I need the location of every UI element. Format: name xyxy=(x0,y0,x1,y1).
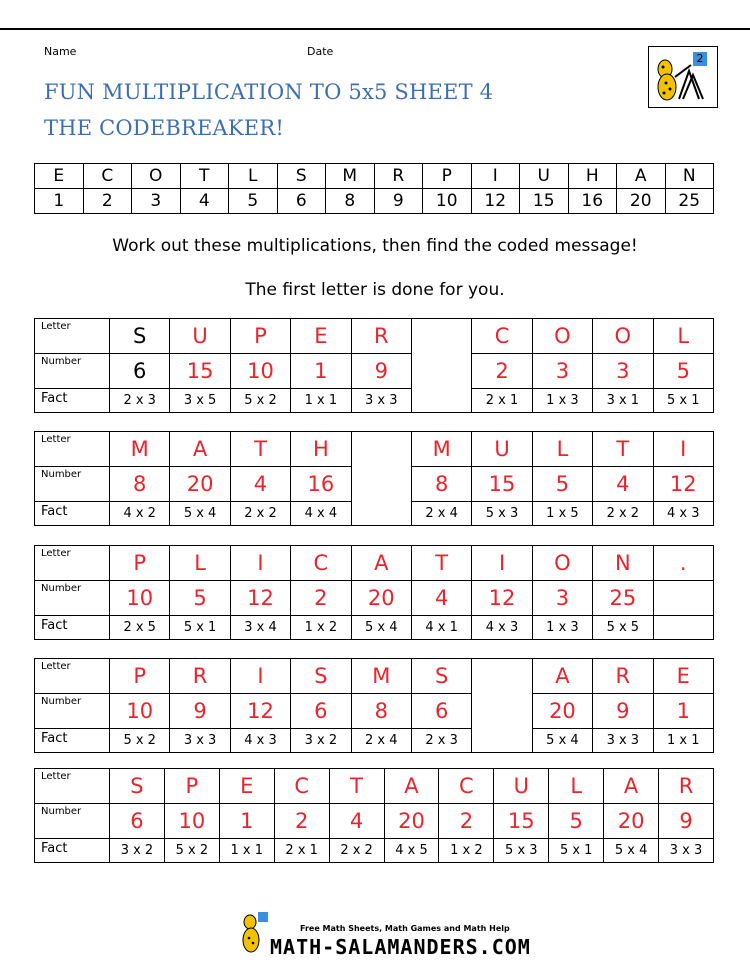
code-number-cell: 2 xyxy=(83,189,132,214)
puzzle-fact-cell: 2 x 4 xyxy=(351,729,411,753)
puzzle-fact-cell: 1 x 5 xyxy=(532,502,592,526)
puzzle-letter-cell: E xyxy=(219,769,274,804)
puzzle-number-cell: 16 xyxy=(291,467,351,502)
puzzle-fact-cell: 2 x 1 xyxy=(274,839,329,863)
row-label: Number xyxy=(35,804,110,839)
puzzle-letter-cell: M xyxy=(411,432,471,467)
code-letter-row xyxy=(35,164,714,189)
code-number-cell: 1 xyxy=(35,189,84,214)
code-letter-cell: M xyxy=(326,164,375,189)
puzzle-fact-cell: 4 x 3 xyxy=(653,502,713,526)
puzzle-letter-row xyxy=(35,546,714,581)
puzzle-fact-cell: 4 x 3 xyxy=(472,616,532,640)
puzzle-number-cell: 20 xyxy=(384,804,439,839)
date-label: Date xyxy=(307,45,334,58)
puzzle-fact-cell: 3 x 5 xyxy=(170,389,230,413)
puzzle-letter-cell: P xyxy=(164,769,219,804)
puzzle-table xyxy=(34,431,714,526)
puzzle-fact-cell: 1 x 3 xyxy=(532,389,592,413)
puzzle-letter-cell: T xyxy=(230,432,290,467)
code-letter-cell: P xyxy=(423,164,472,189)
puzzle-letter-cell: . xyxy=(653,546,713,581)
sheet-subtitle: THE CODEBREAKER! xyxy=(44,116,284,140)
puzzle-letter-cell: A xyxy=(170,432,230,467)
footer-tagline: Free Math Sheets, Math Games and Math Help xyxy=(300,924,510,933)
code-letter-cell: S xyxy=(277,164,326,189)
code-letter-cell: I xyxy=(471,164,520,189)
puzzle-letter-cell: U xyxy=(472,432,532,467)
puzzle-letter-cell: I xyxy=(230,546,290,581)
puzzle-letter-cell: C xyxy=(291,546,351,581)
puzzle-fact-cell: 2 x 1 xyxy=(472,389,532,413)
puzzle-letter-cell: I xyxy=(472,546,532,581)
puzzle-number-cell: 6 xyxy=(110,804,165,839)
puzzle-letter-cell: H xyxy=(291,432,351,467)
row-label: Letter xyxy=(35,546,110,581)
puzzle-number-cell: 9 xyxy=(593,694,653,729)
row-label: Number xyxy=(35,354,110,389)
row-label: Fact xyxy=(35,502,110,526)
puzzle-fact-cell: 1 x 1 xyxy=(653,729,713,753)
puzzle-letter-cell: O xyxy=(532,546,592,581)
puzzle-number-cell: 15 xyxy=(472,467,532,502)
puzzle-fact-cell: 5 x 2 xyxy=(110,729,170,753)
puzzle-number-cell: 20 xyxy=(351,581,411,616)
code-letter-cell: N xyxy=(665,164,714,189)
code-letter-cell: R xyxy=(374,164,423,189)
code-number-cell: 4 xyxy=(180,189,229,214)
puzzle-number-cell: 3 xyxy=(593,354,653,389)
row-label: Fact xyxy=(35,389,110,413)
code-letter-cell: L xyxy=(229,164,278,189)
puzzle-letter-row xyxy=(35,432,714,467)
puzzle-letter-cell: R xyxy=(659,769,714,804)
puzzle-letter-row xyxy=(35,769,714,804)
puzzle-letter-cell: C xyxy=(439,769,494,804)
puzzle-fact-cell: 5 x 3 xyxy=(472,502,532,526)
top-rule xyxy=(0,28,750,30)
puzzle-letter-cell: N xyxy=(593,546,653,581)
puzzle-number-cell: 10 xyxy=(110,694,170,729)
puzzle-table xyxy=(34,768,714,863)
puzzle-fact-cell: 4 x 5 xyxy=(384,839,439,863)
puzzle-fact-cell: 3 x 3 xyxy=(593,729,653,753)
puzzle-letter-cell: T xyxy=(329,769,384,804)
puzzle-number-row xyxy=(35,694,714,729)
puzzle-number-cell: 20 xyxy=(532,694,592,729)
puzzle-letter-cell: C xyxy=(274,769,329,804)
row-label: Letter xyxy=(35,432,110,467)
puzzle-number-cell: 20 xyxy=(604,804,659,839)
code-number-cell: 9 xyxy=(374,189,423,214)
code-letter-cell: T xyxy=(180,164,229,189)
puzzle-fact-cell: 5 x 4 xyxy=(604,839,659,863)
puzzle-letter-cell: M xyxy=(351,659,411,694)
puzzle-letter-cell: L xyxy=(653,319,713,354)
puzzle-fact-cell: 5 x 5 xyxy=(593,616,653,640)
puzzle-number-cell: 4 xyxy=(230,467,290,502)
puzzle-number-cell: 2 xyxy=(439,804,494,839)
puzzle-letter-cell: S xyxy=(291,659,351,694)
puzzle-fact-cell: 3 x 3 xyxy=(170,729,230,753)
puzzle-number-cell: 3 xyxy=(532,354,592,389)
code-number-row xyxy=(35,189,714,214)
puzzle-number-cell: 3 xyxy=(532,581,592,616)
row-label: Fact xyxy=(35,616,110,640)
puzzle-number-row xyxy=(35,581,714,616)
puzzle-letter-cell: L xyxy=(170,546,230,581)
row-label: Number xyxy=(35,467,110,502)
puzzle-fact-row xyxy=(35,502,714,526)
puzzle-letter-cell: L xyxy=(549,769,604,804)
puzzle-fact-cell: 1 x 1 xyxy=(219,839,274,863)
puzzle-number-cell: 1 xyxy=(291,354,351,389)
puzzle-letter-cell: I xyxy=(230,659,290,694)
puzzle-number-cell: 5 xyxy=(653,354,713,389)
logo-number: 2 xyxy=(693,52,707,66)
puzzle-letter-cell xyxy=(472,659,532,694)
puzzle-letter-cell: M xyxy=(110,432,170,467)
puzzle-fact-cell: 3 x 3 xyxy=(659,839,714,863)
puzzle-fact-row xyxy=(35,616,714,640)
puzzle-letter-cell: E xyxy=(653,659,713,694)
puzzle-letter-cell: O xyxy=(593,319,653,354)
puzzle-fact-cell: 4 x 4 xyxy=(291,502,351,526)
puzzle-letter-cell: R xyxy=(351,319,411,354)
puzzle-number-cell: 4 xyxy=(329,804,384,839)
code-letter-cell: E xyxy=(35,164,84,189)
puzzle-number-cell: 2 xyxy=(472,354,532,389)
puzzle-fact-cell: 1 x 2 xyxy=(439,839,494,863)
code-number-cell: 20 xyxy=(617,189,666,214)
footer-brand: MATH-SALAMANDERS.COM xyxy=(270,935,531,959)
puzzle-fact-cell: 4 x 3 xyxy=(230,729,290,753)
puzzle-number-cell: 8 xyxy=(411,467,471,502)
puzzle-number-cell: 1 xyxy=(219,804,274,839)
puzzle-fact-cell xyxy=(411,389,471,413)
puzzle-letter-cell: S xyxy=(411,659,471,694)
puzzle-number-cell: 15 xyxy=(170,354,230,389)
puzzle-number-cell xyxy=(472,694,532,729)
puzzle-number-cell: 6 xyxy=(411,694,471,729)
puzzle-fact-cell: 3 x 3 xyxy=(351,389,411,413)
puzzle-number-cell: 10 xyxy=(110,581,170,616)
puzzle-fact-cell: 1 x 3 xyxy=(532,616,592,640)
puzzle-fact-cell: 3 x 1 xyxy=(593,389,653,413)
puzzle-fact-cell: 2 x 3 xyxy=(110,389,170,413)
puzzle-letter-cell: P xyxy=(230,319,290,354)
puzzle-fact-cell: 5 x 4 xyxy=(351,616,411,640)
puzzle-number-cell: 12 xyxy=(230,581,290,616)
puzzle-letter-row xyxy=(35,319,714,354)
puzzle-number-cell: 5 xyxy=(549,804,604,839)
code-letter-cell: O xyxy=(132,164,181,189)
puzzle-letter-cell: U xyxy=(494,769,549,804)
code-number-cell: 8 xyxy=(326,189,375,214)
puzzle-number-cell: 9 xyxy=(659,804,714,839)
code-letter-cell: A xyxy=(617,164,666,189)
row-label: Fact xyxy=(35,839,110,863)
sheet-title: FUN MULTIPLICATION TO 5x5 SHEET 4 xyxy=(44,80,494,104)
puzzle-number-cell: 1 xyxy=(653,694,713,729)
code-number-cell: 10 xyxy=(423,189,472,214)
puzzle-letter-cell: O xyxy=(532,319,592,354)
instruction-line: Work out these multiplications, then find the coded message! xyxy=(112,236,638,256)
puzzle-number-cell: 4 xyxy=(411,581,471,616)
puzzle-fact-cell: 5 x 1 xyxy=(170,616,230,640)
code-letter-cell: U xyxy=(520,164,569,189)
puzzle-fact-cell xyxy=(351,502,411,526)
puzzle-number-cell: 10 xyxy=(230,354,290,389)
code-number-cell: 15 xyxy=(520,189,569,214)
code-number-cell: 6 xyxy=(277,189,326,214)
puzzle-number-cell: 9 xyxy=(351,354,411,389)
puzzle-letter-cell: R xyxy=(593,659,653,694)
puzzle-fact-cell: 5 x 2 xyxy=(230,389,290,413)
puzzle-number-cell: 9 xyxy=(170,694,230,729)
puzzle-number-cell: 6 xyxy=(291,694,351,729)
puzzle-number-cell: 2 xyxy=(274,804,329,839)
puzzle-letter-cell: A xyxy=(351,546,411,581)
code-letter-cell: C xyxy=(83,164,132,189)
instruction-line: The first letter is done for you. xyxy=(245,280,505,300)
puzzle-number-cell: 8 xyxy=(110,467,170,502)
puzzle-number-cell: 2 xyxy=(291,581,351,616)
puzzle-number-cell xyxy=(351,467,411,502)
puzzle-letter-cell: S xyxy=(110,769,165,804)
puzzle-letter-cell: E xyxy=(291,319,351,354)
puzzle-fact-cell: 2 x 4 xyxy=(411,502,471,526)
puzzle-letter-cell xyxy=(411,319,471,354)
puzzle-letter-cell: P xyxy=(110,546,170,581)
puzzle-number-cell: 5 xyxy=(532,467,592,502)
row-label: Number xyxy=(35,581,110,616)
puzzle-number-cell: 25 xyxy=(593,581,653,616)
puzzle-fact-row xyxy=(35,839,714,863)
puzzle-letter-cell: R xyxy=(170,659,230,694)
puzzle-letter-cell: P xyxy=(110,659,170,694)
puzzle-letter-cell xyxy=(351,432,411,467)
row-label: Letter xyxy=(35,659,110,694)
puzzle-table xyxy=(34,318,714,413)
puzzle-fact-cell: 5 x 4 xyxy=(170,502,230,526)
puzzle-letter-cell: C xyxy=(472,319,532,354)
puzzle-number-row xyxy=(35,467,714,502)
puzzle-fact-cell: 4 x 2 xyxy=(110,502,170,526)
puzzle-fact-cell: 2 x 3 xyxy=(411,729,471,753)
puzzle-letter-cell: I xyxy=(653,432,713,467)
row-label: Letter xyxy=(35,769,110,804)
salamander-logo xyxy=(648,46,718,108)
puzzle-fact-row xyxy=(35,389,714,413)
puzzle-letter-cell: T xyxy=(411,546,471,581)
puzzle-letter-row xyxy=(35,659,714,694)
puzzle-fact-row xyxy=(35,729,714,753)
puzzle-number-cell: 6 xyxy=(110,354,170,389)
puzzle-number-cell: 15 xyxy=(494,804,549,839)
puzzle-fact-cell: 5 x 2 xyxy=(164,839,219,863)
footer-logo xyxy=(238,910,270,958)
name-label: Name xyxy=(44,45,77,58)
puzzle-fact-cell: 2 x 2 xyxy=(230,502,290,526)
puzzle-number-cell xyxy=(653,581,713,616)
puzzle-fact-cell: 3 x 2 xyxy=(291,729,351,753)
puzzle-number-row xyxy=(35,804,714,839)
puzzle-fact-cell: 4 x 1 xyxy=(411,616,471,640)
row-label: Number xyxy=(35,694,110,729)
puzzle-letter-cell: A xyxy=(604,769,659,804)
puzzle-fact-cell: 3 x 4 xyxy=(230,616,290,640)
puzzle-number-cell: 12 xyxy=(472,581,532,616)
puzzle-fact-cell: 2 x 2 xyxy=(329,839,384,863)
code-number-cell: 16 xyxy=(568,189,617,214)
puzzle-letter-cell: A xyxy=(532,659,592,694)
puzzle-fact-cell: 2 x 5 xyxy=(110,616,170,640)
puzzle-number-cell: 10 xyxy=(164,804,219,839)
puzzle-number-cell: 4 xyxy=(593,467,653,502)
puzzle-table xyxy=(34,658,714,753)
code-number-cell: 12 xyxy=(471,189,520,214)
puzzle-fact-cell: 5 x 1 xyxy=(653,389,713,413)
puzzle-number-cell: 20 xyxy=(170,467,230,502)
puzzle-fact-cell: 5 x 4 xyxy=(532,729,592,753)
puzzle-letter-cell: U xyxy=(170,319,230,354)
row-label: Fact xyxy=(35,729,110,753)
puzzle-letter-cell: S xyxy=(110,319,170,354)
puzzle-number-cell: 8 xyxy=(351,694,411,729)
puzzle-fact-cell: 1 x 2 xyxy=(291,616,351,640)
puzzle-number-cell xyxy=(411,354,471,389)
puzzle-number-cell: 5 xyxy=(170,581,230,616)
code-table xyxy=(34,163,714,214)
puzzle-fact-cell: 3 x 2 xyxy=(110,839,165,863)
puzzle-table xyxy=(34,545,714,640)
puzzle-fact-cell xyxy=(472,729,532,753)
puzzle-fact-cell: 5 x 3 xyxy=(494,839,549,863)
puzzle-fact-cell: 2 x 2 xyxy=(593,502,653,526)
salamander-icon xyxy=(238,910,270,958)
code-number-cell: 3 xyxy=(132,189,181,214)
code-number-cell: 25 xyxy=(665,189,714,214)
puzzle-number-cell: 12 xyxy=(653,467,713,502)
puzzle-number-row xyxy=(35,354,714,389)
puzzle-letter-cell: L xyxy=(532,432,592,467)
puzzle-letter-cell: A xyxy=(384,769,439,804)
puzzle-letter-cell: T xyxy=(593,432,653,467)
code-number-cell: 5 xyxy=(229,189,278,214)
puzzle-fact-cell: 5 x 1 xyxy=(549,839,604,863)
puzzle-number-cell: 12 xyxy=(230,694,290,729)
code-letter-cell: H xyxy=(568,164,617,189)
row-label: Letter xyxy=(35,319,110,354)
puzzle-fact-cell xyxy=(653,616,713,640)
puzzle-fact-cell: 1 x 1 xyxy=(291,389,351,413)
